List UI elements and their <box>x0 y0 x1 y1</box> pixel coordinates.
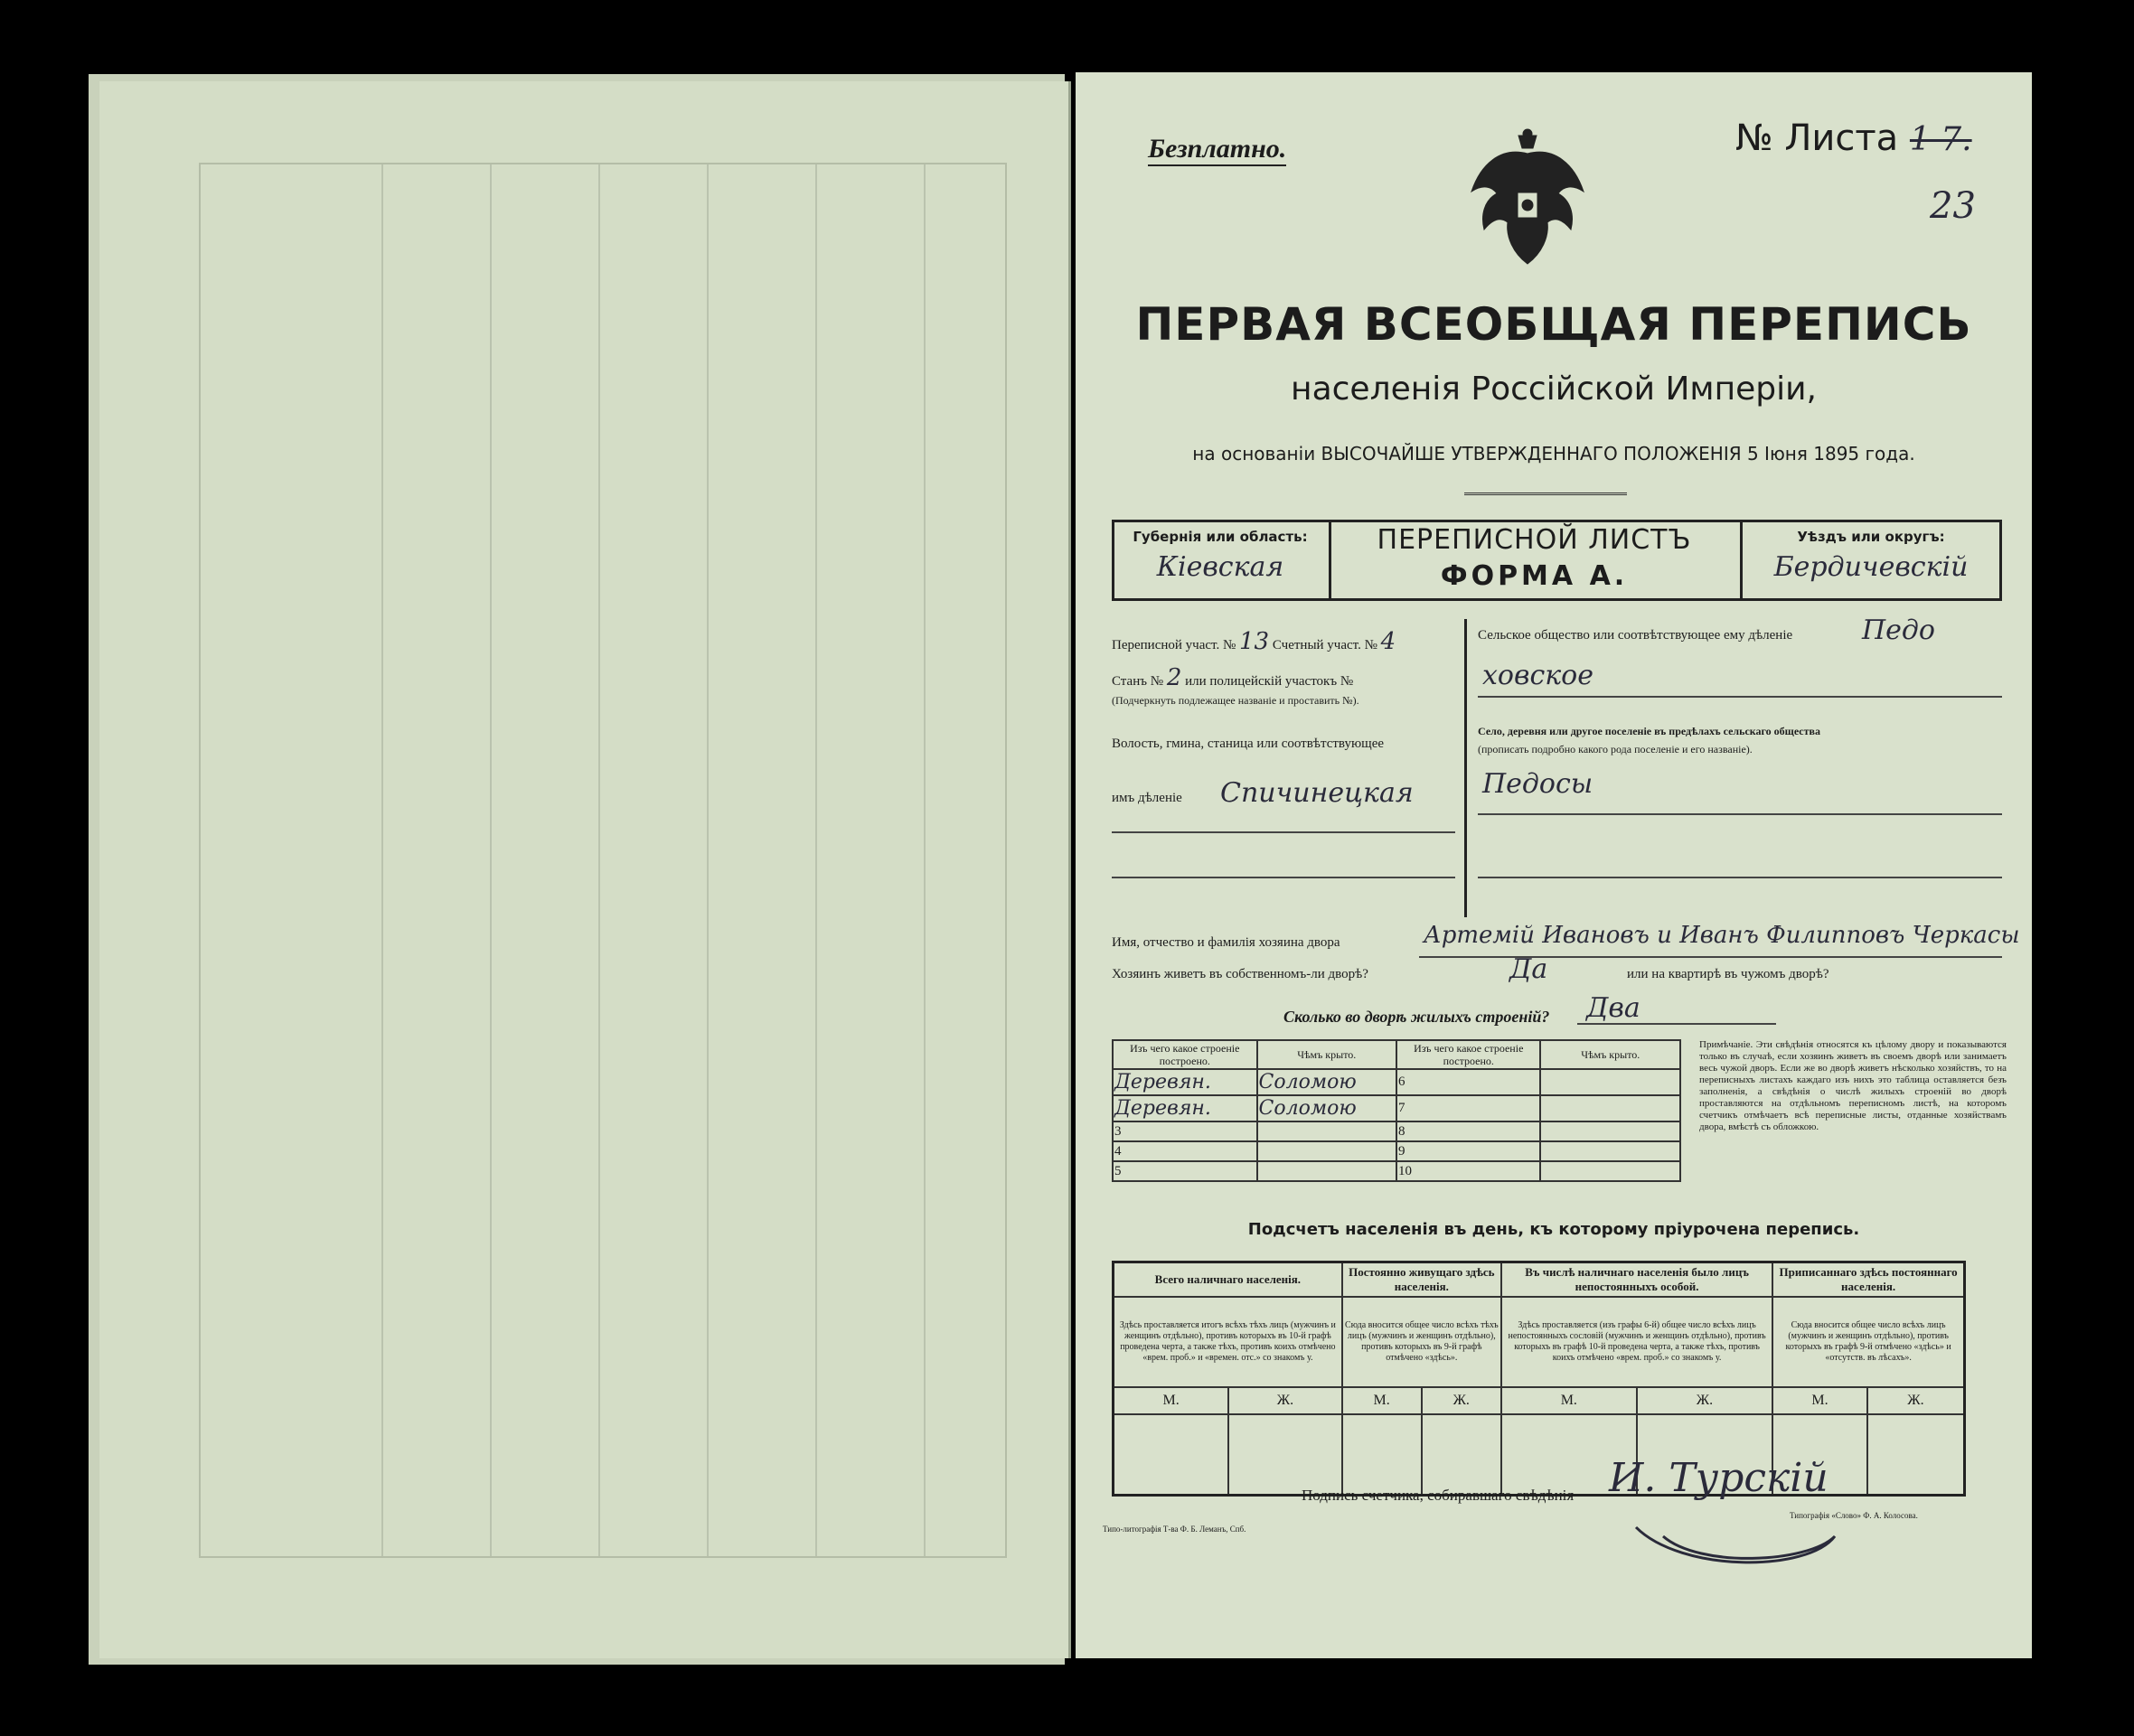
imperial-eagle-icon <box>1464 128 1591 273</box>
owner-value: Артемій Ивановъ и Иванъ Филипповъ Черкасы <box>1424 922 2020 949</box>
building-3-number: 3 <box>1113 1121 1257 1141</box>
summary-desc-permanent: Сюда вносится общее число всѣхъ тѣхъ лицъ (мужчинъ и женщинъ отдѣльно), противъ которыхъ въ 9-й графѣ отмѣчено «здѣсь». <box>1342 1297 1501 1387</box>
faint-printed-grid <box>199 163 1007 1558</box>
counter-signature: И. Турскій <box>1609 1455 1828 1501</box>
summary-m-3: М. <box>1501 1387 1637 1414</box>
printer-right: Типографія «Слово» Ф. А. Колосова. <box>1790 1511 1918 1520</box>
summary-f-2: Ж. <box>1422 1387 1501 1414</box>
stan-label: Станъ № <box>1112 674 1164 689</box>
district-value: Бердичевскій <box>1773 551 1969 583</box>
summary-m-2: М. <box>1342 1387 1422 1414</box>
owner-label: Имя, отчество и фамилія хозяина двора <box>1112 935 1340 950</box>
sheet-number-label: № Листа <box>1735 117 1899 159</box>
summary-head-permanent: Постоянно живущаго здѣсь населенія. <box>1342 1262 1501 1297</box>
buildings-col-material-2: Изъ чего какое строеніе построено. <box>1396 1040 1541 1069</box>
printer-left: Типо-литографія Т-ва Ф. Б. Леманъ, Спб. <box>1103 1525 1246 1534</box>
province-label: Губернія или область: <box>1133 529 1308 545</box>
society-value: Педо <box>1862 615 1935 646</box>
summary-desc-present: Здѣсь проставляется итогъ всѣхъ тѣхъ лицъ (мужчинъ и женщинъ отдѣльно), противъ которыхъ въ 10-й графѣ проведена черта, а также тѣхъ, противъ коихъ отмѣчено «врем. проб.» и «времен. отс.» со знакомъ у. <box>1114 1297 1342 1387</box>
summary-head-transient: Въ числѣ наличнаго населенія было лицъ непостоянныхъ особой. <box>1501 1262 1772 1297</box>
counting-section-value: 4 <box>1380 628 1396 655</box>
building-9-number: 9 <box>1396 1141 1541 1161</box>
buildings-note: Примѣчаніе. Эти свѣдѣнія относятся къ цѣлому двору и показываются только въ случаѣ, если хозяинъ живетъ въ своемъ дворѣ или занимаетъ весь чужой дворъ. Если же во дворѣ живетъ нѣсколько хозяйствъ, то на переписныхъ листахъ каждаго изъ нихъ это таблица оставляется безъ заполненія, а свѣдѣнія о числѣ жилыхъ строеній во дворѣ проставляются на отдѣльномъ переписномъ листѣ, на которомъ счетчикъ отмѣчаетъ всѣ переписные листы, отданные хозяйствамъ двора, вмѣстѣ съ обложкою. <box>1699 1039 2007 1132</box>
table-row <box>1113 1161 1680 1181</box>
building-4-number: 4 <box>1113 1141 1257 1161</box>
table-row <box>1113 1121 1680 1141</box>
summary-f-3: Ж. <box>1637 1387 1773 1414</box>
sheet-title: ПЕРЕПИСНОЙ ЛИСТЪ <box>1377 524 1692 556</box>
volost-label: Волость, гмина, станица или соотвѣтствующее <box>1112 737 1385 751</box>
building-8-number: 8 <box>1396 1121 1541 1141</box>
buildings-col-roof-2: Чѣмъ крыто. <box>1540 1040 1680 1069</box>
census-form-page <box>1076 72 2032 1658</box>
village-value: Педосы <box>1482 768 1593 800</box>
buildings-label: Сколько во дворѣ жилыхъ строеній? <box>1283 1008 1550 1026</box>
summary-m-1: М. <box>1114 1387 1229 1414</box>
stan-value: 2 <box>1166 664 1182 691</box>
building-10-number: 10 <box>1396 1161 1541 1181</box>
building-7-number: 7 <box>1396 1095 1541 1121</box>
summary-f-4: Ж. <box>1867 1387 1965 1414</box>
fields-divider <box>1464 619 1467 917</box>
summary-desc-registered: Сюда вносится общее число всѣхъ лицъ (мужчинъ и женщинъ отдѣльно), противъ которыхъ въ графѣ 9-й отмѣчено «здѣсь» и «отсутств. въ лѣсахъ». <box>1772 1297 1964 1387</box>
form-main-title: ПЕРВАЯ ВСЕОБЩАЯ ПЕРЕПИСЬ <box>1135 298 1972 351</box>
summary-head-registered: Приписаннаго здѣсь постояннаго населенія. <box>1772 1262 1964 1297</box>
free-label: Безплатно. <box>1148 134 1286 166</box>
volost-value: Спичинецкая <box>1220 777 1414 809</box>
society-value-2: ховское <box>1482 660 1593 691</box>
volost-label-2: имъ дѣленіе <box>1112 791 1182 805</box>
form-label: ФОРМА А. <box>1440 560 1629 592</box>
form-subtitle: населенія Россійской Имперіи, <box>1291 371 1817 408</box>
summary-title: Подсчетъ населенія въ день, къ которому пріурочена перепись. <box>1247 1220 1860 1239</box>
buildings-value: Два <box>1586 992 1640 1024</box>
form-basis: на основаніи ВЫСОЧАЙШЕ УТВЕРЖДЕННАГО ПОЛОЖЕНІЯ 5 Іюня 1895 года. <box>1192 443 1915 464</box>
summary-m-4: М. <box>1772 1387 1867 1414</box>
counting-section-label: Счетный участ. № <box>1272 638 1377 652</box>
population-summary-table <box>1112 1261 1966 1497</box>
table-row <box>1113 1095 1680 1121</box>
sheet-number-alt: 23 <box>1930 185 1976 227</box>
buildings-table <box>1112 1039 1681 1182</box>
stan-suffix: или полицейскій участокъ № <box>1185 674 1354 689</box>
society-label: Сельское общество или соотвѣтствующее ему дѣленіе <box>1478 628 1793 643</box>
building-2-roof: Соломою <box>1257 1095 1396 1121</box>
census-section-label: Переписной участ. № <box>1112 638 1236 652</box>
village-label: Село, деревня или другое поселеніе въ предѣлахъ сельскаго общества <box>1478 725 1820 737</box>
building-5-number: 5 <box>1113 1161 1257 1181</box>
summary-f-1: Ж. <box>1228 1387 1342 1414</box>
province-value: Кіевская <box>1156 551 1284 583</box>
summary-values-row <box>1114 1414 1965 1496</box>
stan-note: (Подчеркнуть подлежащее названіе и проставить №). <box>1112 694 1359 707</box>
summary-desc-transient: Здѣсь проставляется (изъ графы 6-й) общее число всѣхъ лицъ непостоянныхъ сословій (мужчинъ и женщинъ отдѣльно), противъ которыхъ въ графѣ 10-й проведена черта, а также тѣхъ, противъ коихъ отмѣчено «врем. проб.» со знакомъ у. <box>1501 1297 1772 1387</box>
building-6-number: 6 <box>1396 1069 1541 1095</box>
own-yard-value: Да <box>1509 953 1548 985</box>
sheet-number-value: 1 7. <box>1909 121 1972 158</box>
building-1-material: Деревян. <box>1113 1069 1257 1095</box>
summary-head-present: Всего наличнаго населенія. <box>1114 1262 1342 1297</box>
table-row <box>1113 1141 1680 1161</box>
building-2-material: Деревян. <box>1113 1095 1257 1121</box>
census-section-value: 13 <box>1239 628 1270 655</box>
buildings-col-material: Изъ чего какое строеніе построено. <box>1113 1040 1257 1069</box>
own-yard-label: Хозяинъ живетъ въ собственномъ-ли дворѣ? <box>1112 967 1368 981</box>
building-1-roof: Соломою <box>1257 1069 1396 1095</box>
village-note: (прописать подробно какого рода поселеніе и его названіе). <box>1478 743 1753 755</box>
rent-label: или на квартирѣ въ чужомъ дворѣ? <box>1627 967 1829 981</box>
left-page <box>99 81 1071 1658</box>
district-label: Уѣздъ или округъ: <box>1797 529 1945 545</box>
buildings-col-roof: Чѣмъ крыто. <box>1257 1040 1396 1069</box>
table-row <box>1113 1069 1680 1095</box>
ornament-divider <box>1464 493 1627 495</box>
signature-label: Подпись счетчика, собиравшаго свѣдѣнія <box>1302 1487 1575 1504</box>
